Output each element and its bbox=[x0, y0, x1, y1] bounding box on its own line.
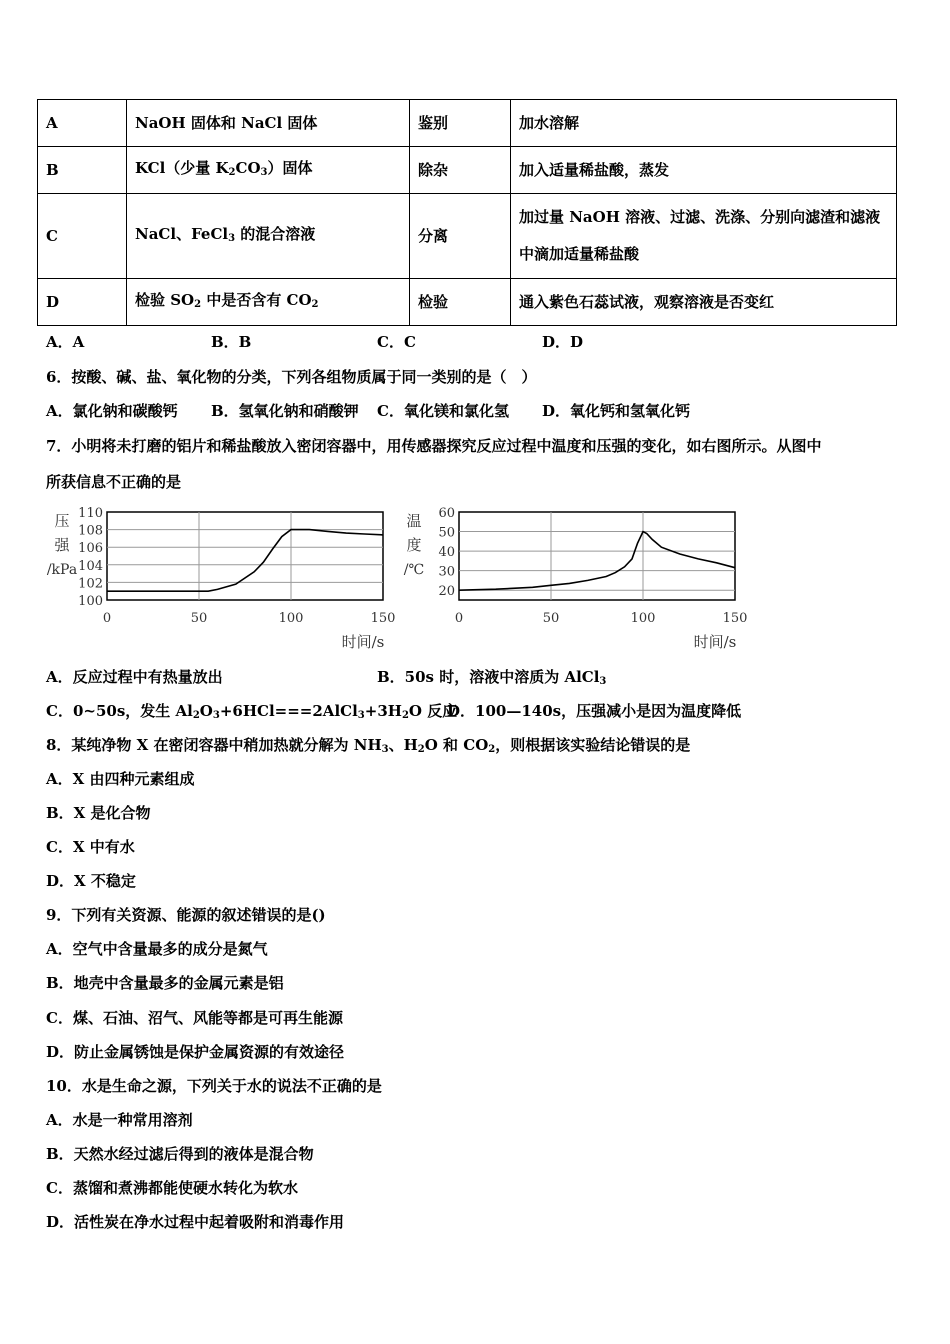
x-tick-label: 0 bbox=[102, 611, 112, 626]
y-axis-unit: /℃ bbox=[403, 562, 425, 578]
q8-option-a: A．X 由四种元素组成 bbox=[46, 770, 195, 788]
q6-option-a: A．氯化钠和碳酸钙 bbox=[46, 402, 178, 420]
row-purpose: 除杂 bbox=[410, 147, 511, 194]
y-axis-unit: /kPa bbox=[46, 562, 78, 578]
row-method: 通入紫色石蕊试液，观察溶液是否变红 bbox=[511, 279, 897, 326]
q9-option-b: B．地壳中含量最多的金属元素是铝 bbox=[46, 974, 284, 992]
y-tick-label: 110 bbox=[78, 506, 103, 521]
q5-option-c: C．C bbox=[377, 333, 416, 351]
q7-stem-line1: 7．小明将未打磨的铝片和稀盐酸放入密闭容器中，用传感器探究反应过程中温度和压强的变化，如右图所示。从图中 bbox=[46, 437, 822, 455]
q6-option-d: D．氧化钙和氢氧化钙 bbox=[542, 402, 691, 420]
q8-stem: 8．某纯净物 X 在密闭容器中稍加热就分解为 $NH_3$、$H_2O$ 和 $CO_2$，则根据该实验结论错误的是 bbox=[46, 736, 691, 755]
q7-option-d: D．100—140s，压强减小是因为温度降低 bbox=[447, 702, 742, 720]
row-method: 加入适量稀盐酸，蒸发 bbox=[511, 147, 897, 194]
q7-option-c: C．0~50s，发生 $Al_2O_3+6HCl===2AlCl_3+3H_2O$ 反应 bbox=[46, 702, 458, 721]
row-method: 加过量 NaOH 溶液、过滤、洗涤、分别向滤渣和滤液 中滴加适量稀盐酸 bbox=[511, 194, 897, 279]
table-row bbox=[38, 147, 897, 194]
pressure-chart bbox=[40, 500, 400, 658]
x-axis-label: 时间/s bbox=[693, 633, 737, 651]
q10-option-b: B．天然水经过滤后得到的液体是混合物 bbox=[46, 1145, 314, 1163]
y-tick-label: 106 bbox=[78, 541, 103, 557]
y-tick-label: 50 bbox=[438, 525, 455, 541]
x-tick-label: 100 bbox=[630, 611, 656, 626]
y-tick-label: 108 bbox=[78, 523, 103, 539]
plot-frame bbox=[107, 512, 383, 600]
table-row bbox=[38, 194, 897, 279]
y-tick-label: 60 bbox=[438, 506, 455, 521]
q8-option-c: C．X 中有水 bbox=[46, 838, 135, 856]
x-tick-label: 150 bbox=[722, 611, 748, 626]
q10-option-a: A．水是一种常用溶剂 bbox=[46, 1111, 193, 1129]
x-tick-label: 50 bbox=[190, 611, 208, 626]
q9-option-a: A．空气中含量最多的成分是氮气 bbox=[46, 940, 268, 958]
q10-stem: 10．水是生命之源，下列关于水的说法不正确的是 bbox=[46, 1077, 382, 1095]
x-axis-label: 时间/s bbox=[341, 633, 385, 651]
q5-option-a: A．A bbox=[46, 333, 85, 351]
series-line bbox=[459, 532, 735, 591]
row-label: D bbox=[38, 279, 127, 326]
q6-stem: 6．按酸、碱、盐、氧化物的分类，下列各组物质属于同一类别的是（ ） bbox=[46, 368, 537, 386]
y-tick-label: 30 bbox=[438, 564, 455, 580]
row-subject: KCl（少量 $K_2CO_3$）固体 bbox=[127, 147, 410, 194]
y-tick-label: 100 bbox=[78, 594, 103, 609]
row-purpose: 分离 bbox=[410, 194, 511, 279]
row-subject: 检验 $SO_2$ 中是否含有 $CO_2$ bbox=[127, 279, 410, 326]
row-subject: NaCl、FeCl$_3$ 的混合溶液 bbox=[127, 194, 410, 279]
row-purpose: 检验 bbox=[410, 279, 511, 326]
table-row bbox=[38, 279, 897, 326]
options-table bbox=[37, 99, 897, 326]
q5-option-b: B．B bbox=[211, 333, 252, 351]
row-subject: NaOH 固体和 NaCl 固体 bbox=[127, 100, 410, 147]
q6-option-c: C．氧化镁和氯化氢 bbox=[377, 402, 509, 420]
q7-stem-line2: 所获信息不正确的是 bbox=[46, 473, 182, 491]
row-label: C bbox=[38, 194, 127, 279]
plot-frame bbox=[459, 512, 735, 600]
x-tick-label: 0 bbox=[454, 611, 464, 626]
q8-option-b: B．X 是化合物 bbox=[46, 804, 151, 822]
row-label: A bbox=[38, 100, 127, 147]
row-purpose: 鉴别 bbox=[410, 100, 511, 147]
q9-option-d: D．防止金属锈蚀是保护金属资源的有效途径 bbox=[46, 1043, 345, 1061]
y-axis-label-char: 温 bbox=[406, 512, 422, 530]
q8-option-d: D．X 不稳定 bbox=[46, 872, 136, 890]
q9-option-c: C．煤、石油、沼气、风能等都是可再生能源 bbox=[46, 1009, 343, 1027]
x-tick-label: 50 bbox=[542, 611, 560, 626]
q9-stem: 9．下列有关资源、能源的叙述错误的是() bbox=[46, 906, 326, 924]
q5-option-d: D．D bbox=[542, 333, 584, 351]
table-row bbox=[38, 100, 897, 147]
y-tick-label: 102 bbox=[78, 576, 103, 592]
q6-option-b: B．氢氧化钠和硝酸钾 bbox=[211, 402, 359, 420]
row-label: B bbox=[38, 147, 127, 194]
q10-option-d: D．活性炭在净水过程中起着吸附和消毒作用 bbox=[46, 1213, 345, 1231]
x-tick-label: 100 bbox=[278, 611, 304, 626]
x-tick-label: 150 bbox=[370, 611, 396, 626]
y-axis-label-char: 度 bbox=[406, 536, 422, 554]
row-method: 加水溶解 bbox=[511, 100, 897, 147]
y-axis-label-char: 压 bbox=[54, 512, 70, 530]
y-axis-label-char: 强 bbox=[54, 536, 70, 554]
temperature-chart bbox=[392, 500, 752, 658]
y-tick-label: 40 bbox=[438, 545, 455, 561]
q7-option-b: B．50s 时，溶液中溶质为 AlCl$_3$ bbox=[377, 668, 607, 687]
y-tick-label: 20 bbox=[438, 584, 455, 600]
q10-option-c: C．蒸馏和煮沸都能使硬水转化为软水 bbox=[46, 1179, 298, 1197]
q7-option-a: A．反应过程中有热量放出 bbox=[46, 668, 223, 686]
y-tick-label: 104 bbox=[78, 558, 103, 574]
